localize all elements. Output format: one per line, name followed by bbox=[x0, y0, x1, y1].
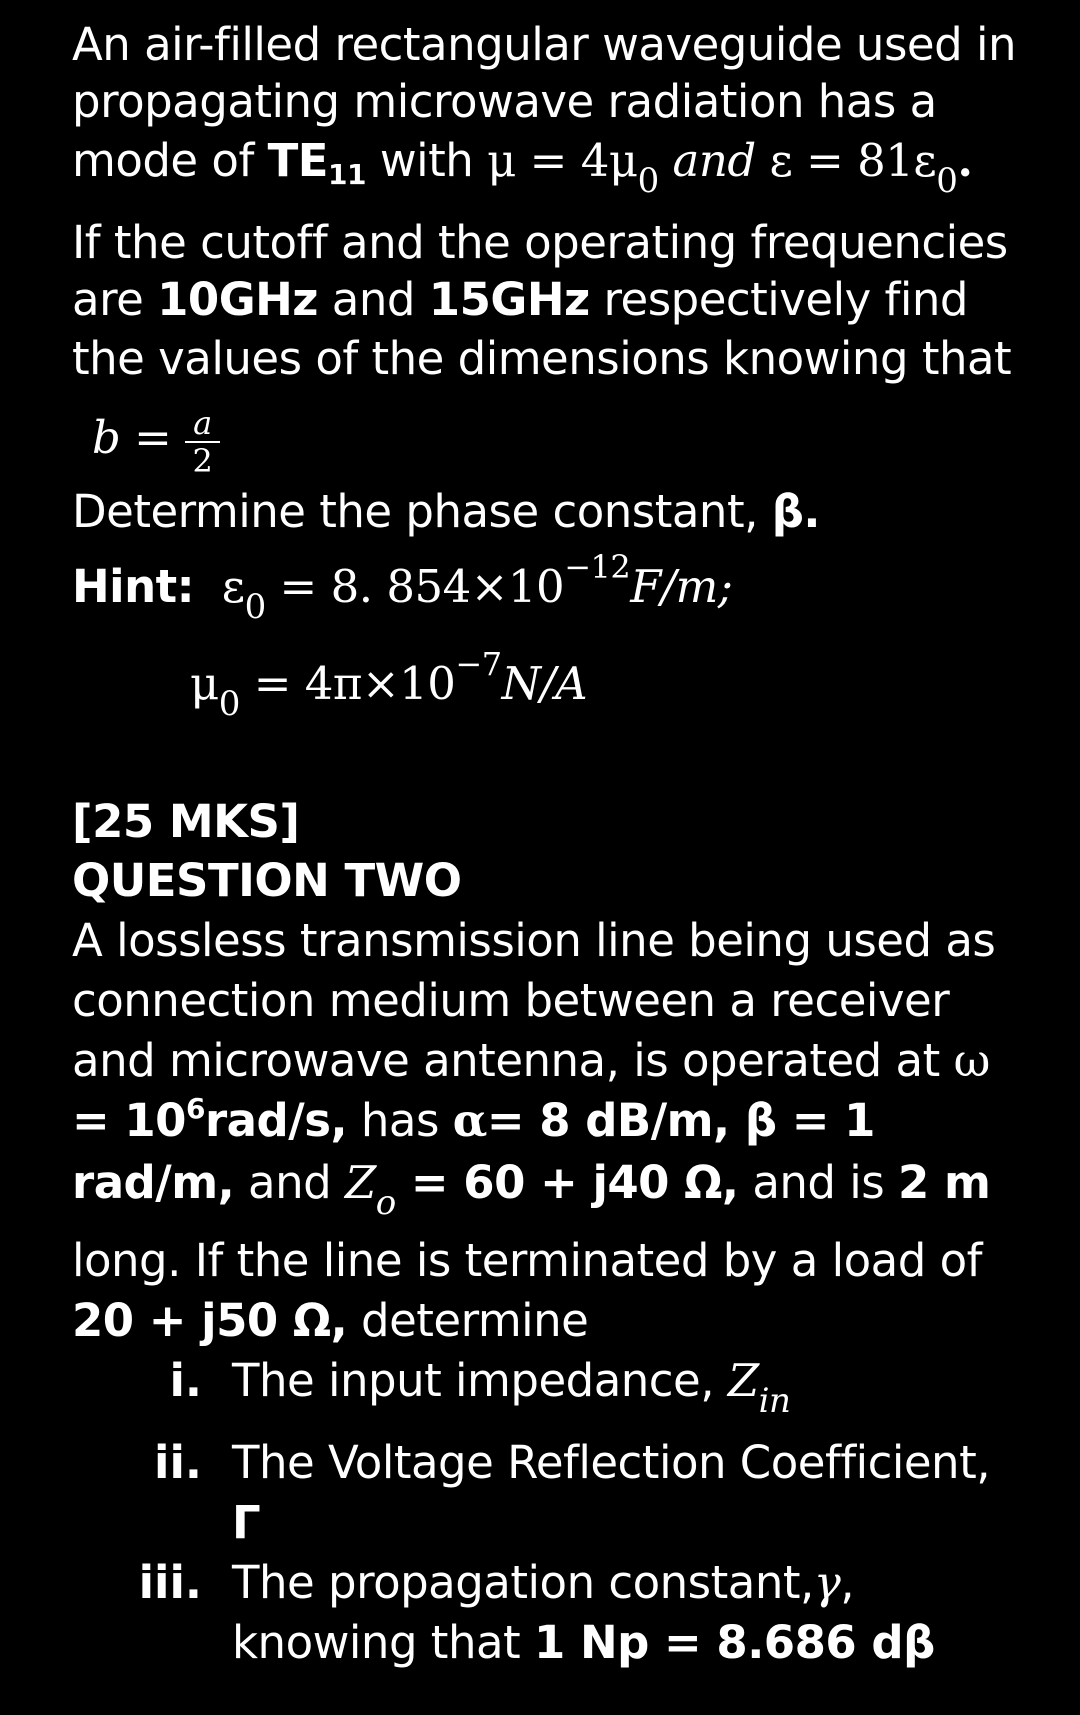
q1-line-8: Determine the phase constant, β. bbox=[72, 485, 821, 538]
question-two-heading: QUESTION TWO bbox=[72, 854, 462, 907]
item-2-text: The Voltage Reflection Coefficient, bbox=[232, 1436, 991, 1489]
hint-line-2: $\mu_0 = 4\pi\times 10^{-7}N/A$ bbox=[190, 645, 588, 724]
a-over-2-fraction: $\frac{a}{2}$ bbox=[185, 405, 220, 479]
q1-line-1: An air-filled rectangular waveguide used in bbox=[72, 18, 1016, 71]
item-3-number: iii. bbox=[138, 1556, 202, 1609]
mode-label: TE bbox=[267, 134, 329, 187]
cutoff-frequency: 10GHz bbox=[157, 273, 318, 326]
item-2-symbol: Γ bbox=[232, 1496, 261, 1549]
hint-label: Hint: bbox=[72, 560, 195, 613]
item-2-number: ii. bbox=[154, 1436, 202, 1489]
q1-line-4: If the cutoff and the operating frequencies bbox=[72, 216, 1008, 269]
operating-frequency: 15GHz bbox=[428, 273, 590, 326]
item-3-continuation: knowing that 1 Np = 8.686 dβ bbox=[232, 1616, 935, 1669]
q1-line-3: mode of TE11 with $\mu = 4\mu_0$ and $\varepsilon = 81\varepsilon_0$. bbox=[72, 134, 973, 201]
hint-line-1: Hint: $\varepsilon_0 = 8$. $854\times 10^{-12}F/m$; bbox=[72, 548, 733, 627]
mu-equation: $\mu = 4\mu_0$ and $\varepsilon = 81\varepsilon_0$. bbox=[487, 134, 973, 201]
q1-line-2: propagating microwave radiation has a bbox=[72, 75, 937, 128]
q2-line-3: and microwave antenna, is operated at ω bbox=[72, 1034, 990, 1087]
q2-line-7: 20 + j50 Ω, determine bbox=[72, 1294, 589, 1347]
item-1-text: The input impedance, $Z_{in}$ bbox=[232, 1354, 791, 1421]
b-equation: b = $\frac{a}{2}$ bbox=[92, 400, 220, 479]
item-1-number: i. bbox=[169, 1354, 202, 1407]
item-3-text: The propagation constant,γ, bbox=[232, 1556, 855, 1609]
q2-line-1: A lossless transmission line being used as bbox=[72, 914, 996, 967]
q1-line-5: are 10GHz and 15GHz respectively find bbox=[72, 273, 968, 326]
marks-label: [25 MKS] bbox=[72, 795, 300, 848]
q1-line-6: the values of the dimensions knowing that bbox=[72, 332, 1012, 385]
q2-line-6: long. If the line is terminated by a load of bbox=[72, 1234, 982, 1287]
q2-line-5: rad/m, and $Z_o = 60 + j40$ Ω, and is 2 m bbox=[72, 1156, 991, 1223]
q2-line-2: connection medium between a receiver bbox=[72, 974, 950, 1027]
q2-line-4: = $10^6rad/s$, has α= 8 dB/m, β = 1 bbox=[72, 1092, 875, 1147]
